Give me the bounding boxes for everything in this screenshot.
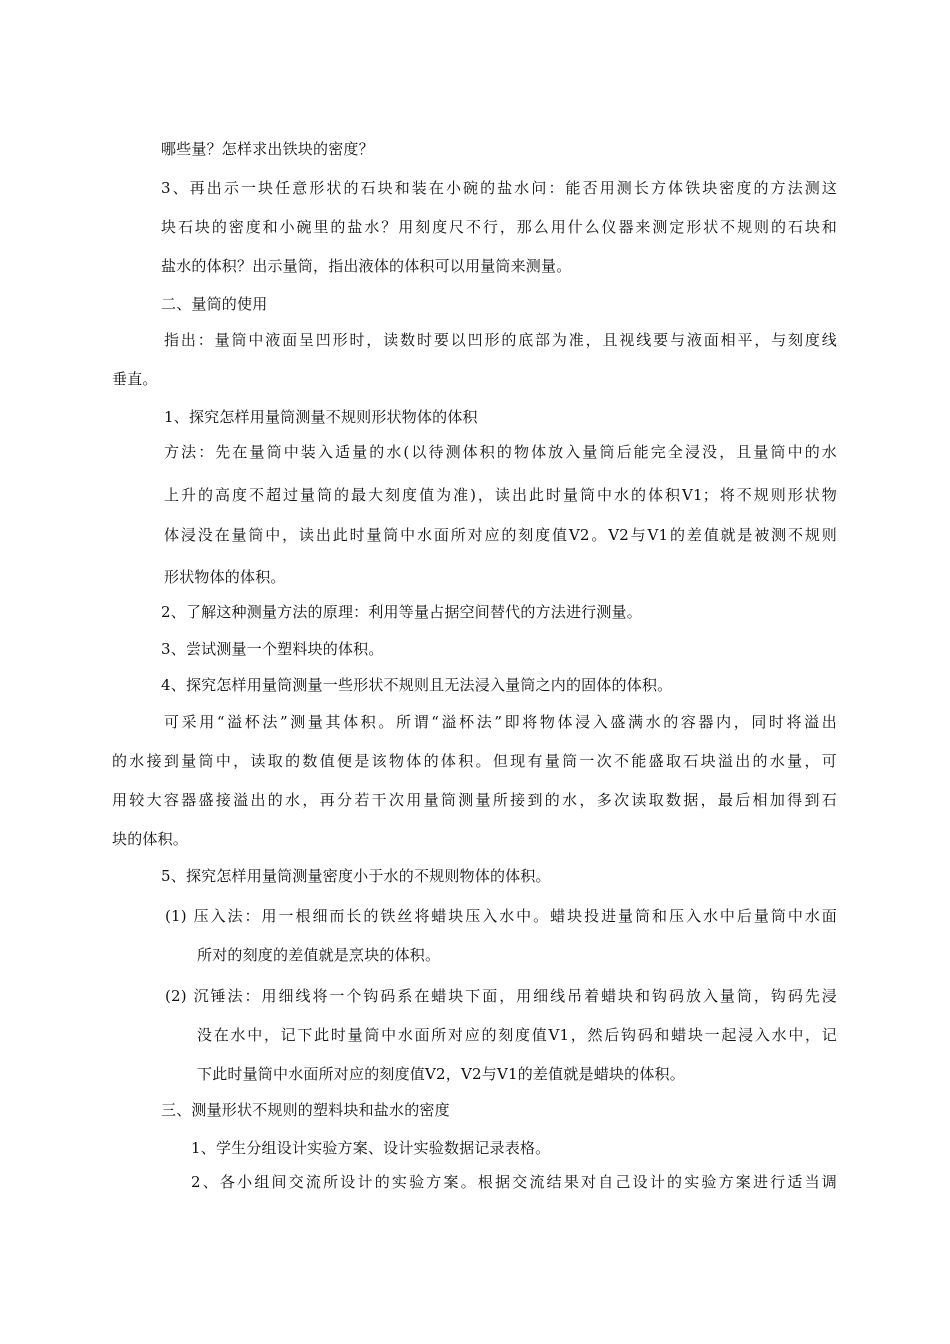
text-line: 形状物体的体积。 (164, 568, 286, 586)
section-heading: 二、量筒的使用 (161, 295, 268, 313)
text-line: 用较大容器盛接溢出的水，再分若干次用量筒测量所接到的水，多次读取数据，最后相加得到石 (112, 791, 837, 809)
text-line: 盐水的体积？出示量筒，指出液体的体积可以用量筒来测量。 (161, 257, 572, 275)
subsection-heading: 1、探究怎样用量筒测量不规则形状物体的体积 (164, 408, 478, 426)
text-line: (1) 压入法：用一根细而长的铁丝将蜡块压入水中。蜡块投进量筒和压入水中后量筒中水面 (165, 907, 837, 925)
text-line: 块的体积。 (112, 830, 189, 848)
text-line: 指出：量筒中液面呈凹形时，读数时要以凹形的底部为准，且视线要与液面相平，与刻度线 (164, 331, 837, 349)
text-line: 3、再出示一块任意形状的石块和装在小碗的盐水问：能否用测长方体铁块密度的方法测这 (161, 179, 837, 197)
text-line: 体浸没在量筒中，读出此时量筒中水面所对应的刻度值V2。V2与V1的差值就是被测不规则 (164, 526, 837, 544)
text-line: 1、学生分组设计实验方案、设计实验数据记录表格。 (191, 1139, 551, 1157)
text-line: 2、各小组间交流所设计的实验方案。根据交流结果对自己设计的实验方案进行适当调 (191, 1173, 837, 1191)
section-heading: 三、测量形状不规则的塑料块和盐水的密度 (161, 1101, 450, 1119)
text-line: 没在水中，记下此时量筒中水面所对应的刻度值V1，然后钩码和蜡块一起浸入水中，记 (197, 1026, 837, 1044)
text-line: 所对的刻度的差值就是烹块的体积。 (197, 946, 441, 964)
text-line: 2、了解这种测量方法的原理：利用等量占据空间替代的方法进行测量。 (161, 603, 642, 621)
text-line: 可采用“溢杯法”测量其体积。所谓“溢杯法”即将物体浸入盛满水的容器内，同时将溢出 (164, 713, 837, 731)
text-line: 哪些量？怎样求出铁块的密度？ (161, 140, 374, 158)
text-line: 4、探究怎样用量筒测量一些形状不规则且无法浸入量筒之内的固体的体积。 (161, 676, 673, 694)
text-line: 的水接到量筒中，读取的数值便是该物体的体积。但现有量筒一次不能盛取石块溢出的水量，可 (112, 752, 837, 770)
subsection-heading: 5、探究怎样用量筒测量密度小于水的不规则物体的体积。 (161, 867, 551, 885)
text-line: (2) 沉锤法：用细线将一个钩码系在蜡块下面，用细线吊着蜡块和钩码放入量筒，钩码先浸 (165, 987, 837, 1005)
text-line: 上升的高度不超过量筒的最大刻度值为准)，读出此时量筒中水的体积V1；将不规则形状物 (164, 486, 837, 504)
text-line: 3、尝试测量一个塑料块的体积。 (161, 640, 384, 658)
text-line: 块石块的密度和小碗里的盐水？用刻度尺不行，那么用什么仪器来测定形状不规则的石块和 (161, 218, 837, 236)
text-line: 垂直。 (112, 370, 158, 388)
text-line: 下此时量筒中水面所对应的刻度值V2，V2与V1的差值就是蜡块的体积。 (197, 1065, 685, 1083)
text-line: 方法：先在量筒中装入适量的水(以待测体积的物体放入量筒后能完全浸没，且量筒中的水 (164, 443, 837, 461)
